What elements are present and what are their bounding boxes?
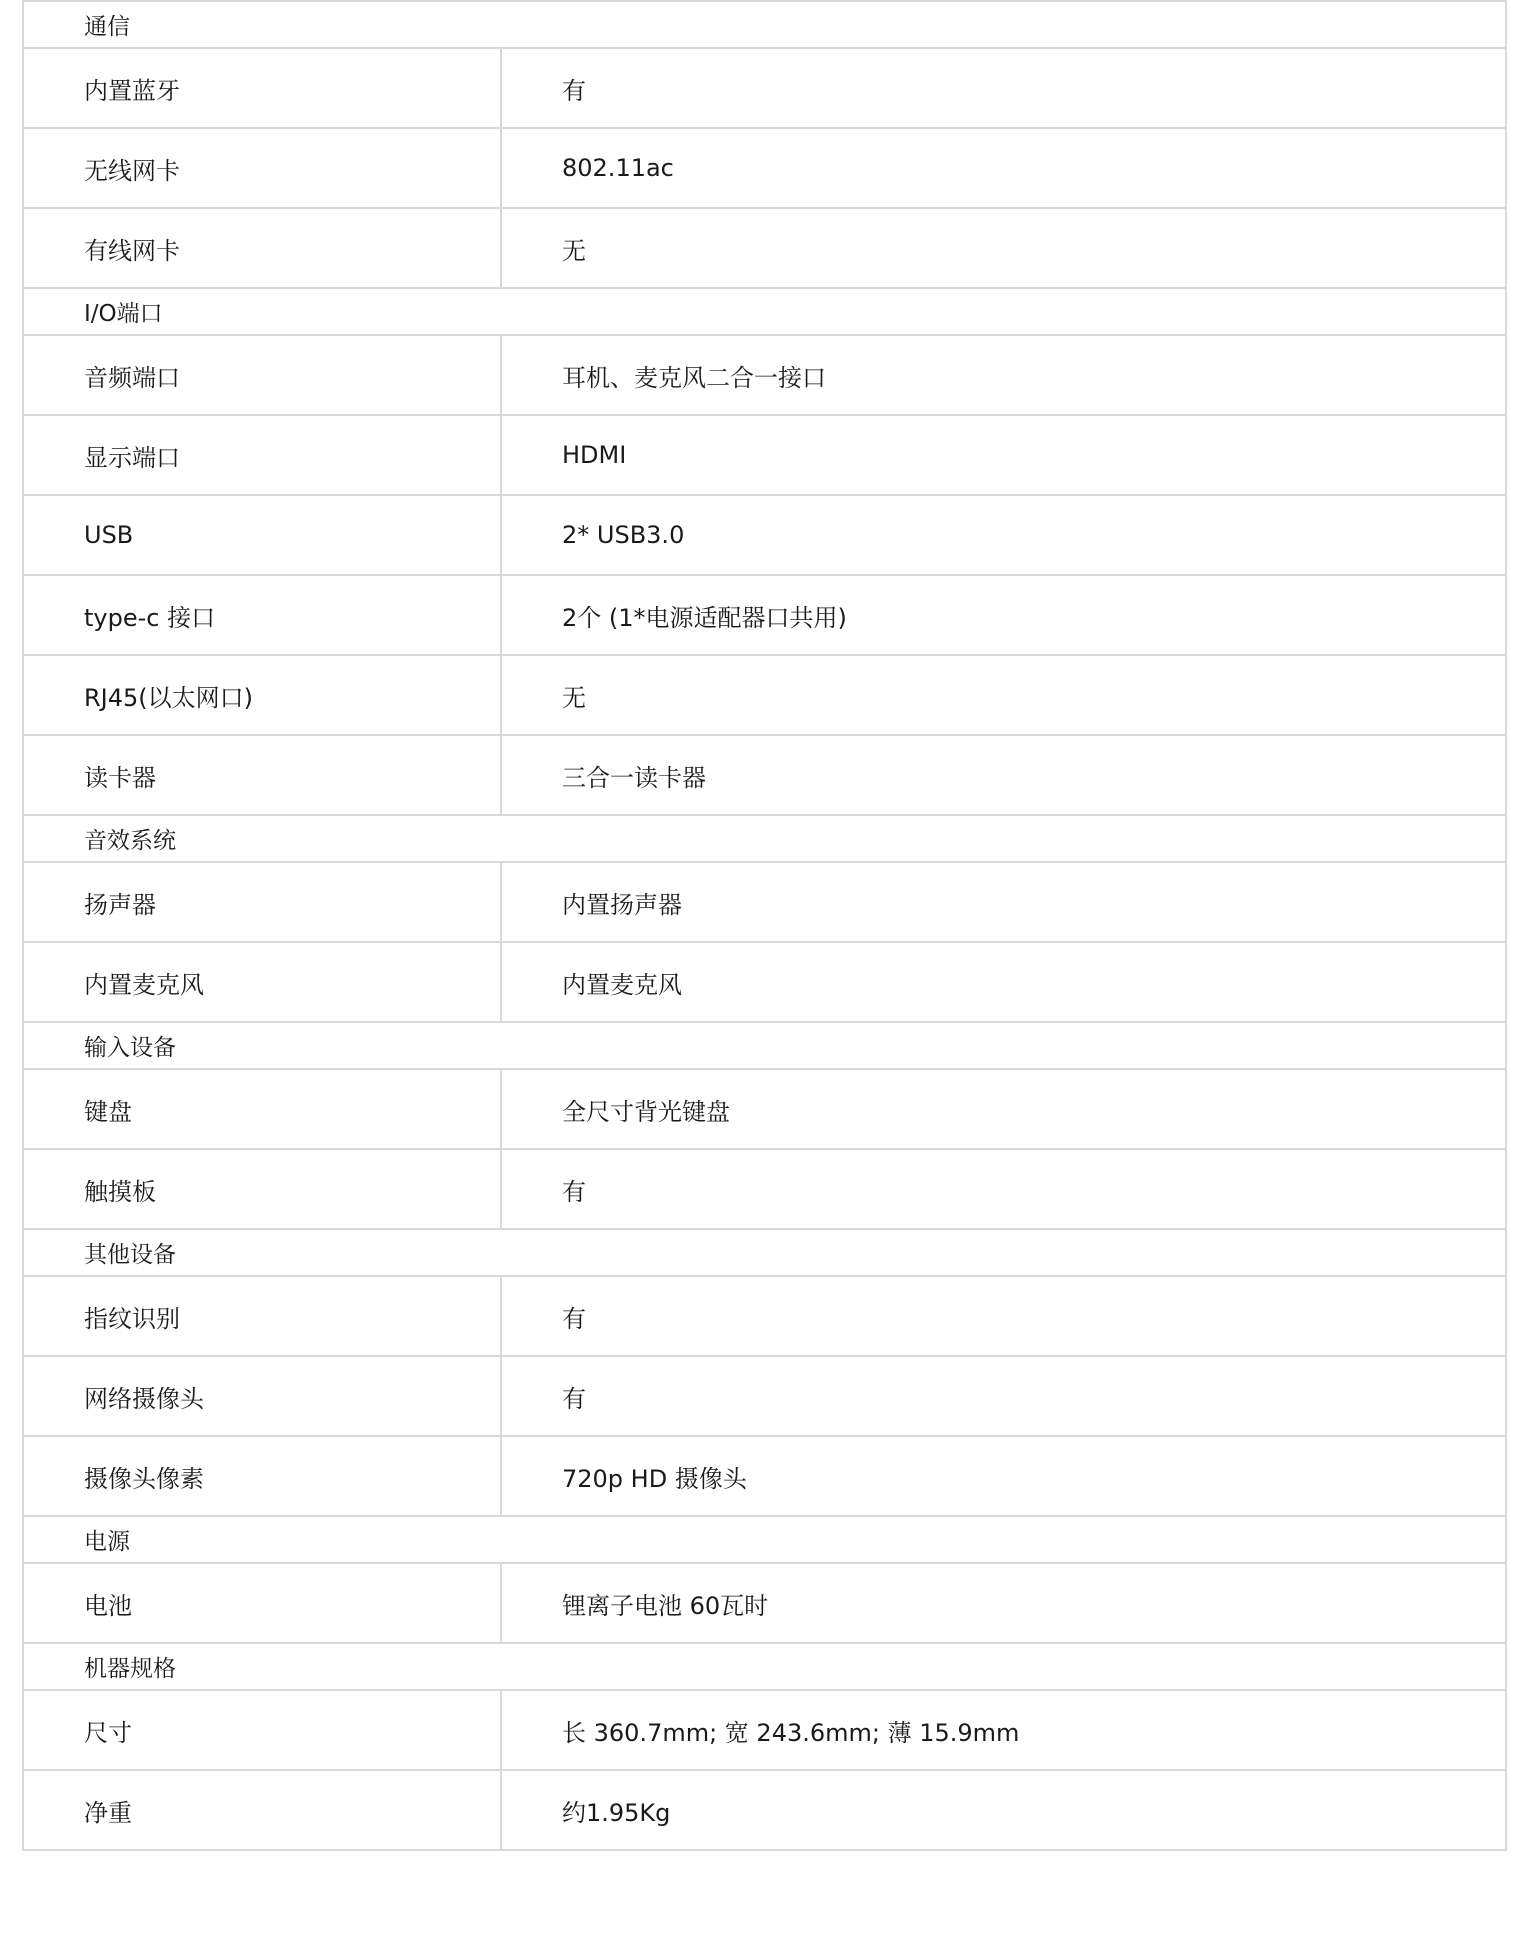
category-row	[23, 1, 1506, 48]
spec-value: 无	[501, 208, 1506, 288]
category-row	[23, 1229, 1506, 1276]
category-title: I/O端口	[23, 288, 1506, 335]
table-row	[23, 1149, 1506, 1229]
table-row	[23, 415, 1506, 495]
spec-table-body	[23, 1, 1506, 1850]
category-title: 电源	[23, 1516, 1506, 1563]
spec-value: 内置扬声器	[501, 862, 1506, 942]
spec-value: 无	[501, 655, 1506, 735]
spec-label: 净重	[23, 1770, 501, 1850]
spec-label: USB	[23, 495, 501, 575]
category-title: 通信	[23, 1, 1506, 48]
table-row	[23, 1436, 1506, 1516]
table-row	[23, 48, 1506, 128]
spec-value: 内置麦克风	[501, 942, 1506, 1022]
spec-label: 键盘	[23, 1069, 501, 1149]
table-row	[23, 128, 1506, 208]
category-title: 输入设备	[23, 1022, 1506, 1069]
spec-value: 约1.95Kg	[501, 1770, 1506, 1850]
spec-value: 有	[501, 1276, 1506, 1356]
table-row	[23, 1770, 1506, 1850]
spec-label: 内置麦克风	[23, 942, 501, 1022]
spec-label: 内置蓝牙	[23, 48, 501, 128]
spec-label: 无线网卡	[23, 128, 501, 208]
spec-value: 有	[501, 1149, 1506, 1229]
table-row	[23, 862, 1506, 942]
spec-value: 2* USB3.0	[501, 495, 1506, 575]
spec-label: 扬声器	[23, 862, 501, 942]
spec-value: 长 360.7mm; 宽 243.6mm; 薄 15.9mm	[501, 1690, 1506, 1770]
table-row	[23, 495, 1506, 575]
table-row	[23, 575, 1506, 655]
spec-table	[22, 0, 1507, 1851]
spec-value: 三合一读卡器	[501, 735, 1506, 815]
table-row	[23, 942, 1506, 1022]
category-title: 机器规格	[23, 1643, 1506, 1690]
spec-value: 802.11ac	[501, 128, 1506, 208]
category-row	[23, 815, 1506, 862]
table-row	[23, 1069, 1506, 1149]
spec-label: 有线网卡	[23, 208, 501, 288]
table-row	[23, 208, 1506, 288]
category-row	[23, 1022, 1506, 1069]
category-row	[23, 1516, 1506, 1563]
spec-label: 电池	[23, 1563, 501, 1643]
spec-value: 2个 (1*电源适配器口共用)	[501, 575, 1506, 655]
table-row	[23, 335, 1506, 415]
spec-label: RJ45(以太网口)	[23, 655, 501, 735]
table-row	[23, 1276, 1506, 1356]
spec-label: 触摸板	[23, 1149, 501, 1229]
spec-value: 有	[501, 1356, 1506, 1436]
category-title: 其他设备	[23, 1229, 1506, 1276]
table-row	[23, 655, 1506, 735]
category-row	[23, 1643, 1506, 1690]
spec-label: type-c 接口	[23, 575, 501, 655]
table-row	[23, 735, 1506, 815]
category-row	[23, 288, 1506, 335]
spec-label: 网络摄像头	[23, 1356, 501, 1436]
spec-label: 摄像头像素	[23, 1436, 501, 1516]
spec-value: 耳机、麦克风二合一接口	[501, 335, 1506, 415]
spec-value: 720p HD 摄像头	[501, 1436, 1506, 1516]
spec-value: 全尺寸背光键盘	[501, 1069, 1506, 1149]
table-row	[23, 1690, 1506, 1770]
spec-label: 指纹识别	[23, 1276, 501, 1356]
spec-label: 读卡器	[23, 735, 501, 815]
spec-label: 尺寸	[23, 1690, 501, 1770]
spec-value: HDMI	[501, 415, 1506, 495]
table-row	[23, 1356, 1506, 1436]
category-title: 音效系统	[23, 815, 1506, 862]
table-row	[23, 1563, 1506, 1643]
spec-label: 音频端口	[23, 335, 501, 415]
spec-value: 有	[501, 48, 1506, 128]
spec-value: 锂离子电池 60瓦时	[501, 1563, 1506, 1643]
spec-label: 显示端口	[23, 415, 501, 495]
